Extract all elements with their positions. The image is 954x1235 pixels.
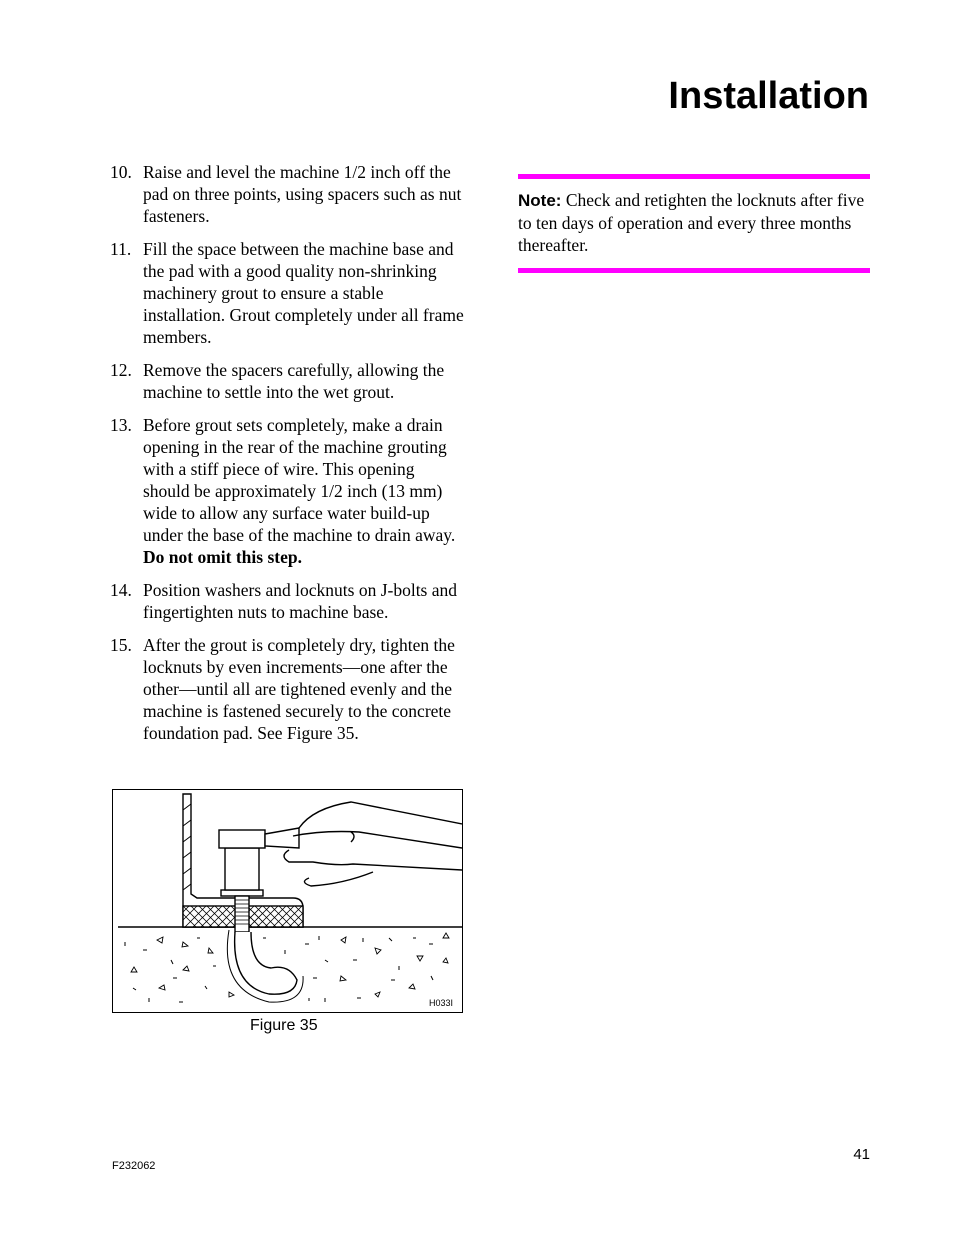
step-text: After the grout is completely dry, tighten the locknuts by even increments—one after the other—until all are tightened evenly and the machine is fastened securely to the concrete foundation pad. See Figure 35. bbox=[143, 635, 455, 743]
step-text: Position washers and locknuts on J-bolts and fingertighten nuts to machine base. bbox=[143, 580, 458, 622]
page-number: 41 bbox=[853, 1146, 870, 1163]
step-item bbox=[110, 414, 465, 568]
note-label: Note: bbox=[518, 191, 562, 210]
step-text: Before grout sets completely, make a drain opening in the rear of the machine grouting with a stiff piece of wire. This opening should be approximately 1/2 inch (13 mm) wide to allow any surface water build-up under the base of the machine to drain away. bbox=[143, 415, 456, 545]
step-number: 13. bbox=[110, 415, 132, 435]
step-number: 14. bbox=[110, 580, 132, 600]
locknut-tightening-illustration bbox=[113, 790, 462, 1012]
figure-35-illustration bbox=[112, 789, 463, 1013]
step-text: Fill the space between the machine base and the pad with a good quality non-shrinking machinery grout to ensure a stable installation. Grout completely under all frame members. bbox=[143, 239, 464, 347]
step-item bbox=[110, 359, 465, 403]
figure-code: H033I bbox=[428, 998, 453, 1008]
note-box bbox=[518, 174, 870, 273]
step-number: 10. bbox=[110, 162, 132, 182]
note-text: Check and retighten the locknuts after five to ten days of operation and every three months thereafter. bbox=[518, 190, 865, 255]
step-text-wrap bbox=[143, 414, 465, 568]
step-number: 15. bbox=[110, 635, 132, 655]
step-number: 11. bbox=[110, 239, 132, 259]
step-warning: Do not omit this step. bbox=[143, 547, 302, 567]
step-text: Remove the spacers carefully, allowing the machine to settle into the wet grout. bbox=[143, 360, 445, 402]
installation-steps bbox=[110, 161, 465, 755]
step-item bbox=[110, 634, 465, 744]
figure-caption: Figure 35 bbox=[250, 1017, 318, 1034]
step-item bbox=[110, 579, 465, 623]
page-title: Installation bbox=[668, 75, 869, 117]
step-text: Raise and level the machine 1/2 inch off the pad on three points, using spacers such as nut fasteners. bbox=[143, 162, 462, 226]
step-item bbox=[110, 238, 465, 348]
document-code: F232062 bbox=[112, 1160, 156, 1172]
step-item bbox=[110, 161, 465, 227]
step-number: 12. bbox=[110, 360, 132, 380]
